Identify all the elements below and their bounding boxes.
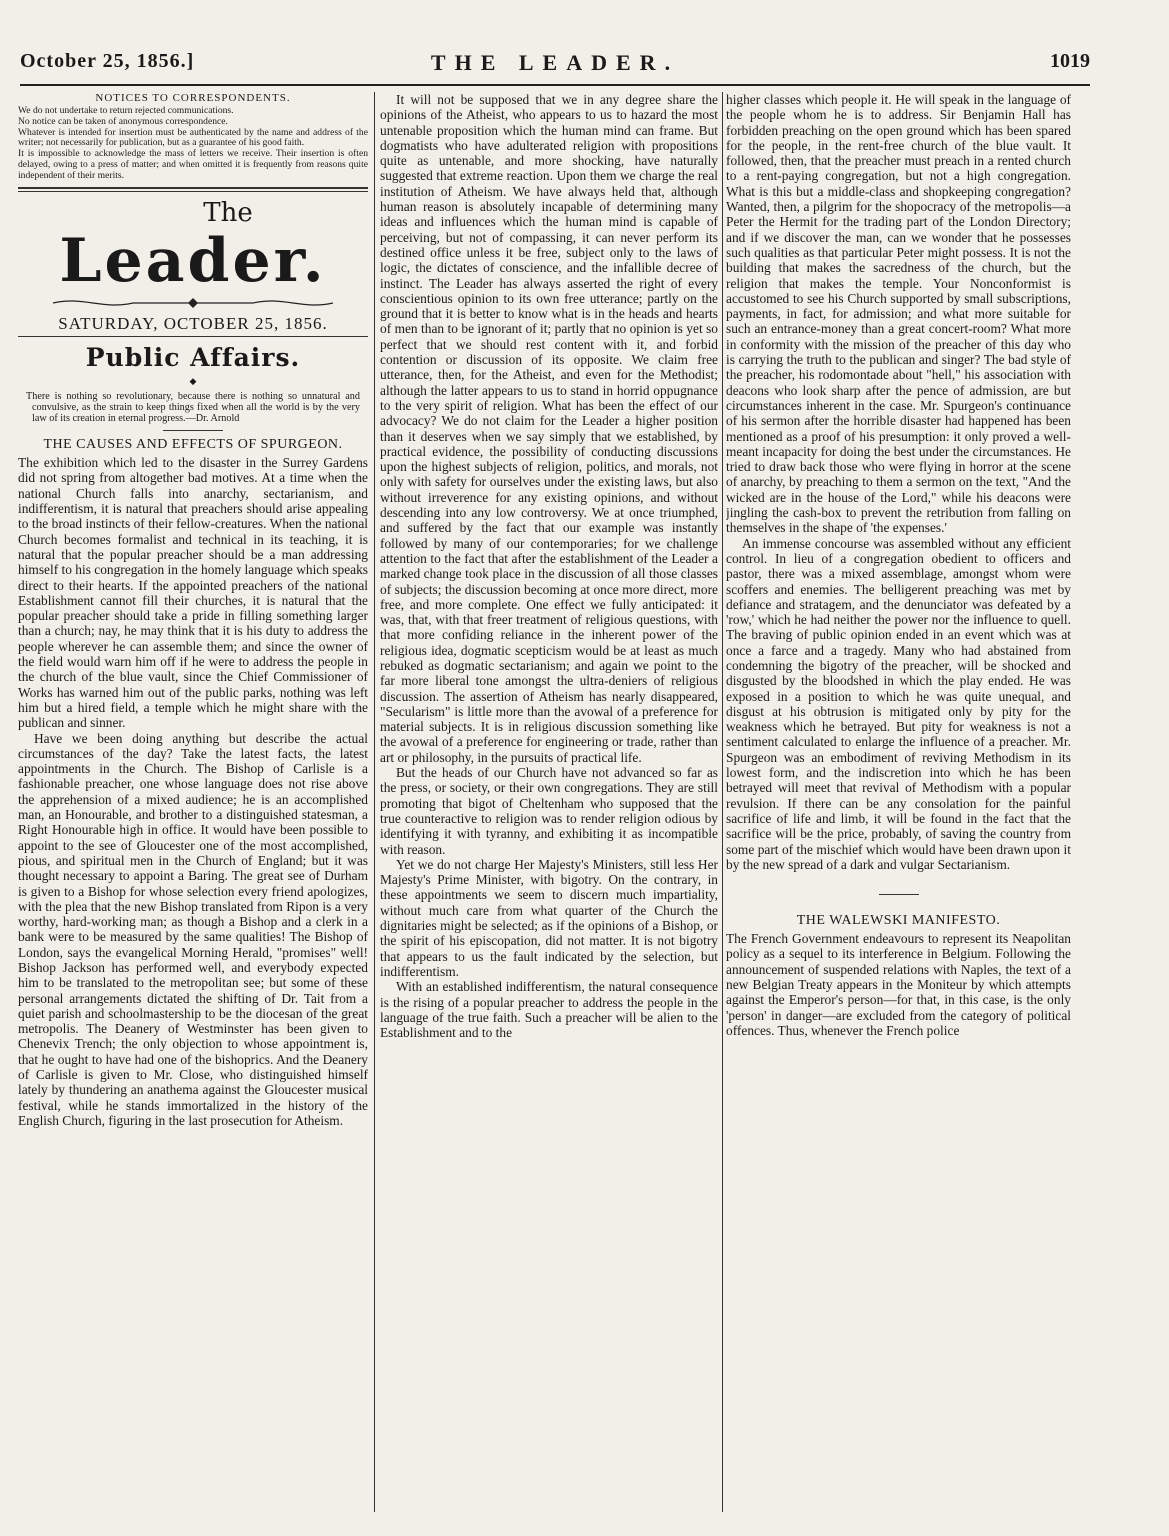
article-headline: THE WALEWSKI MANIFESTO. (796, 913, 1001, 929)
column-3 (726, 92, 1071, 1512)
paragraph: With an established indifferentism, the natural consequence is the rising of a popular preacher to address the people in the language of the true faith. Such a preacher will be alien to the Establishment and to the (380, 979, 718, 1041)
article-body (18, 455, 368, 1128)
paragraph: The French Government endeavours to represent its Neapolitan policy as a sequel to its interference in Belgium. Following the announcement of suspended relations with Naples, the text of a new Belgian Treaty appears in the Moniteur by which attempts against the Emperor's person—for that, in this case, is the only 'person' in danger—are excluded from the category of political offences. Thus, whenever the French police (726, 931, 1071, 1038)
paragraph: higher classes which people it. He will speak in the language of the people whom he is to address. Sir Benjamin Hall has forbidden preaching on the open ground which has been spared for the people, in the rent-free church of the blue vault. It followed, then, that the preacher must preach in a rented church to a rent-paying congregation, but not a high congregation. What is this but a middle-class and shopkeeping congregation? Wanted, then, a pilgrim for the shopocracy of the metropolis—a Peter the Hermit for the trading part of the London Directory; and if we discover the man, can we wonder that he possesses such qualities as that particular Peter might possess. It is not the building that makes the sacredness of the church, but the religion that makes the temple. Your Nonconformist is accustomed to see his Church supported by small subscriptions, payments, in fact, for admission; and what more suitable for such an entrance-money than a great concert-room? What more in conformity with the mission of the preacher of this day who is carrying the truth to the publican and singer? The bad style of the preacher, his rodomontade about "hell," his association with deacons who look sharp after the pence of admission, are but circumstances inherent in the case. Mr. Spurgeon's continuance of his sermon after the horrible disaster had happened has been mentioned as a proof of his presumption: it only proved a well-meant incapacity for doing the best under the circumstances. He tried to draw back those who were flying in horror at the scene of anarchy, by preaching to them a sermon on the text, "And the wicked are in the house of the Lord," while his deacons were jingling the cash-box to prevent the retribution from falling on themselves in the shape of 'the expenses.' (726, 92, 1071, 536)
paragraph: The exhibition which led to the disaster in the Surrey Gardens did not spring from altogether bad motives. At a time when the national Church falls into anarchy, sectarianism, and indifferentism, it is natural that preachers should arise appealing to the broad instincts of their fellow-creatures. When the national Church becomes formalist and technical in its teaching, it is natural that the popular preacher should be a man addressing himself to his congregation in the homely language which speaks direct to their hearts. If the appointed preachers of the national Establishment cannot fill their churches, it is natural that the popular preacher should take a pride in filling something larger than a church; nay, he may think that it is his duty to address the people wherever he can assemble them; and since the owner of the field would warn him off if he were to address the people in the church of the blue vault, since the Chief Commissioner of Works has warned him out of the public parks, nothing was left him but a hired field, a temple which he might share with the publican and sinner. (18, 455, 368, 731)
notices-title: NOTICES TO CORRESPONDENTS. (95, 92, 291, 104)
header-rule (20, 84, 1090, 86)
paragraph: Have we been doing anything but describe the actual circumstances of the day? Take the latest facts, the latest appointments in the Church. The Bishop of Carlisle is a fashionable preacher, one whose language does not rise above the apprehension of a mixed audience; he is an accomplished man, an Honourable, and brother to a distinguished statesman, a Right Honourable high in office. It would have been possible to appoint to the see of Gloucester one of the most accomplished, pious, and spiritual men in the Church of England; but it was thought necessary to appoint a Baring. The great see of Durham is given to a Bishop for whose selection every friend apologizes, with the plea that the new Bishop translated from Ripon is a very worthy, hard-working man; as though a Bishop and a clerk in a bank were to be measured by the same qualities! The Bishop of London, says the evangelical Morning Herald, "promises" well! Bishop Jackson has performed well, and everybody expected him to be translated to the metropolitan see; but some of these personal arrangements dictated the shifting of Dr. Tait from a quiet parish and schoolmastership to be the diocesan of the great metropolis. The Deanery of Westminster has been given to Chenevix Trench; the only objection to whose appointment is, that he ought to have had one of the bishoprics. And the Deanery of Carlisle is given to Mr. Close, who distinguished himself lately by thundering an anathema against the Gloucester musical festival, while he stands immortalized in the history of the English Church, figuring in the last prosecution for Atheism. (18, 730, 368, 1128)
column-divider (722, 92, 723, 1512)
paragraph: Yet we do not charge Her Majesty's Ministers, still less Her Majesty's Prime Minister, with bigotry. On the contrary, in these appointments we seem to discern much impartiality, without much care from what quarter of the Church the dignitaries might be selected; as if the opinions of a Bishop, or the spirit of his episcopation, did not matter. It is not bigotry that appears to us the fault indicated by the selection, but indifferentism. (380, 856, 718, 979)
epigraph: There is nothing so revolutionary, because there is nothing so unnatural and convulsive, as the strain to keep things fixed when all the world is by the very law of its creation in eternal progress.—Dr. Arnold (26, 390, 360, 424)
masthead-the: The (203, 197, 253, 228)
paragraph: But the heads of our Church have not advanced so far as the press, or society, or their own congregations. They are still promoting that bigot of Cheltenham who supposed that the true counteractive to religion was to render religion odious by identifying it with tyranny, and exhibiting it as incompatible with reason. (380, 765, 718, 857)
article-headline: THE CAUSES AND EFFECTS OF SPURGEON. (43, 437, 343, 453)
article-body (380, 92, 718, 1040)
divider (879, 894, 919, 895)
masthead-title: Leader. (59, 225, 327, 296)
column-divider (374, 92, 375, 1512)
divider (163, 430, 223, 431)
notice-line: No notice can be taken of anonymous correspondence. (18, 115, 228, 127)
page-number: 1019 (1050, 50, 1090, 72)
diamond-ornament: ◆ (189, 375, 197, 386)
divider (18, 187, 368, 189)
flourish-ornament (43, 296, 343, 310)
notice-line: We do not undertake to return rejected communications. (18, 105, 234, 116)
article-body (726, 931, 1071, 1038)
paragraph: An immense concourse was assembled without any efficient control. In lieu of a congregation obedient to officers and pastor, there was a mixed assemblage, amongst whom were scoffers and enemies. The belligerent preaching was met by defiance and stratagem, and the denunciator was defeated by a 'row,' which he had neither the power nor the influence to quell. The braving of public opinion ended in an event which was at once a farce and a tragedy. Many who had abstained from condemning the bigotry of the preacher, will be shocked and disgusted by the bloodshed in which the play ended. He was exposed in a position to which he was quite unequal, and disgust at his obtrusion is mitigated only by pity for the weakness which he betrayed. But pity for weakness is not a sentiment calculated to enlarge the influence of a preacher. Mr. Spurgeon was an embodiment of reviving Methodism in its lowest form, and the indiscretion into which he has been betrayed will meet that revival of Methodism with a popular revulsion. If there can be any consolation for the painful sacrifice of life and limb, it will be found in the fact that the sacrifice will be the price, probably, of saving the country from some part of the mischief which would have been drawn upon it by the new spread of a dark and vulgar Sectarianism. (726, 535, 1071, 872)
issue-date: October 25, 1856.] (20, 50, 195, 72)
masthead (18, 197, 368, 310)
column-1 (18, 92, 368, 1512)
divider (18, 336, 368, 337)
section-title: Public Affairs. (85, 342, 301, 372)
column-2 (380, 92, 718, 1512)
masthead-date: SATURDAY, OCTOBER 25, 1856. (58, 313, 328, 333)
notice-line: Whatever is intended for insertion must be authenticated by the name and address of the writer; not necessarily for publication, but as a guarantee of his good faith. (18, 126, 368, 149)
article-body (726, 92, 1071, 872)
running-header (20, 50, 1090, 80)
notices-box (18, 92, 368, 182)
paper-title: THE LEADER. (430, 50, 680, 75)
paragraph: It will not be supposed that we in any degree share the opinions of the Atheist, who appears to us to hazard the most untenable proposition which the human mind can frame. But dogmatists who have adulterated religion with propositions quite as untenable, and more shocking, have naturally suggested that extreme reaction. Upon them we charge the real institution of Atheism. We have always held that, although human reason is absolutely incapable of determining many ideas and influences which the human mind is capable of perceiving, but not of compassing, it can never perform its destined office unless it be free, subject only to the laws of logic, the dictates of conscience, and the infallible decree of instinct. The Leader has always asserted the right of every conscientious opinion to its own free utterance; partly on the ground that it is better to know what is in the heads and hearts of men than to be ignorant of it; partly that no opinion is yet so perfect that we should rest content with it, and forbid contention or discussion of its opposite. We claim free utterance, then, for the Atheist, and even for the Methodist; although the latter appears to us to stand in horrid oppugnance to the very spirit of religion. What has been the effect of our advocacy? We do not claim for the Leader a higher position than it deserves when we say simply that we established, by practical evidence, the possibility of conducting discussions upon the highest subjects of religion, politics, and morals, not only with safety for ourselves under the existing laws, but also without irreverence for any existing opinions, and without descending into any low controversy. We at once triumphed, and suffered by the fact that our example was instantly followed by many of our contemporaries; for we challenge attention to the fact that after the establishment of the Leader a marked change took place in the discussion of all those classes of subjects; the discussion becoming at once more direct, more free, and more complete. One effect we fully anticipated: it was, that, with that freer treatment of religious questions, with that more confiding reliance in the inherent power of the religious idea, dogmatic scepticism would be at least as much rebuked as dogmatic sectarianism; and again we point to the far more liberal tone amongst the ultra-deniers of religious discussion. The assertion of Atheism has nearly disappeared, "Secularism" is little more than the avowal of a preference for material subjects. It is in religious discussion something like the avowal of a preference for engineering or trade, rather than art or philosophy, in the pursuits of practical life. (380, 92, 718, 765)
notice-line: It is impossible to acknowledge the mass of letters we receive. Their insertion is often delayed, owing to a press of matter; and when omitted it is frequently from reasons quite independent of their merits. (18, 148, 368, 181)
divider (18, 191, 368, 192)
